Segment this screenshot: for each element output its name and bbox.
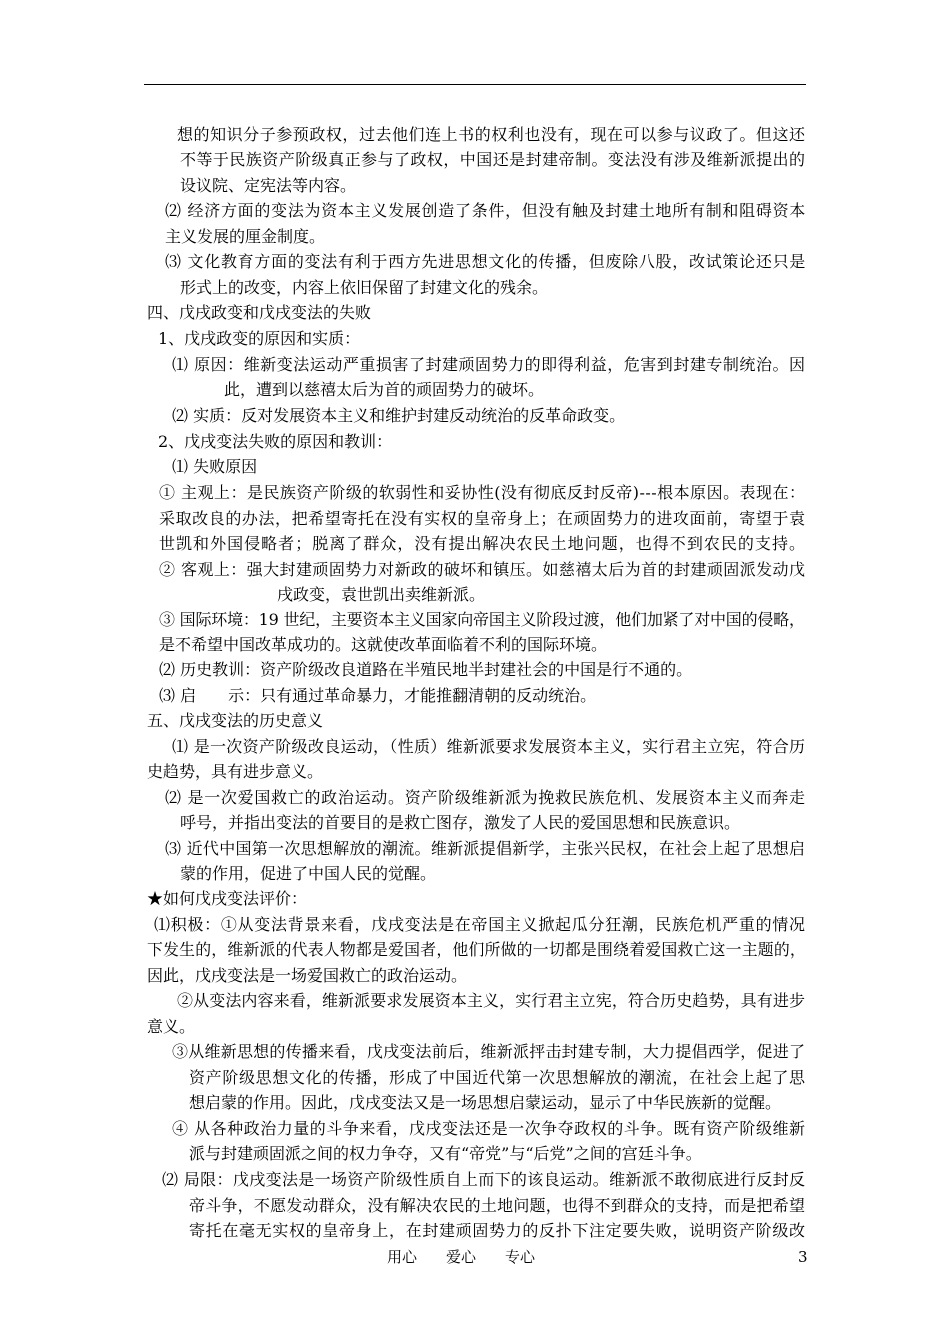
text-line: 不等于民族资产阶级真正参与了政权，中国还是封建帝制。变法没有涉及维新派提出的 (180, 150, 806, 169)
text-line: ⑵ 经济方面的变法为资本主义发展创造了条件，但没有触及封建土地所有制和阻碍资本 (165, 201, 806, 220)
text-line: 下发生的，维新派的代表人物都是爱国者，他们所做的一切都是围绕着爱国救亡这一主题的， (147, 940, 806, 959)
text-line: 世凯和外国侵略者；脱离了群众，没有提出解决农民土地问题，也得不到农民的支持。 (159, 534, 806, 553)
text-line: 2、戊戌变法失败的原因和教训： (158, 432, 393, 451)
text-line: ⑴ 是一次资产阶级改良运动，（性质）维新派要求发展资本主义，实行君主立宪，符合历 (172, 737, 806, 756)
text-line: ⑴ 原因：维新变法运动严重损害了封建顽固势力的即得利益，危害到封建专制统治。因 (172, 355, 806, 374)
text-line: ⑵ 历史教训：资产阶级改良道路在半殖民地半封建社会的中国是行不通的。 (159, 660, 693, 679)
footer-slogan-aixin: 爱心 (446, 1248, 477, 1266)
text-line: ③ 国际环境：19 世纪，主要资本主义国家向帝国主义阶段过渡，他们加紧了对中国的侵略， (159, 610, 805, 629)
text-line: ⑴ 失败原因 (172, 457, 258, 476)
text-line: ★如何戊戌变法评价： (147, 889, 308, 908)
footer-slogan-zhuanxin: 专心 (505, 1248, 536, 1266)
text-line: ⑴积极：①从变法背景来看，戊戌变法是在帝国主义掀起瓜分狂潮，民族危机严重的情况 (154, 915, 806, 934)
text-line: 帝斗争，不愿发动群众，没有解决农民的土地问题，也得不到群众的支持，而是把希望 (189, 1196, 806, 1215)
text-line: 史趋势，具有进步意义。 (147, 762, 324, 781)
text-line: 蒙的作用，促进了中国人民的觉醒。 (180, 864, 437, 883)
text-line: ④ 从各种政治力量的斗争来看，戊戌变法还是一次争夺政权的斗争。既有资产阶级维新 (172, 1119, 806, 1138)
text-line: 形式上的改变，内容上依旧保留了封建文化的残余。 (180, 278, 549, 297)
text-line: 此，遭到以慈禧太后为首的顽固势力的破坏。 (224, 380, 545, 399)
text-line: 戌政变，袁世凯出卖维新派。 (277, 585, 486, 604)
header-rule (144, 84, 806, 85)
text-line: 1、戊戌政变的原因和实质： (158, 329, 361, 348)
text-line: 想启蒙的作用。因此，戊戌变法又是一场思想启蒙运动，显示了中华民族新的觉醒。 (189, 1093, 782, 1112)
text-line: 想的知识分子参预政权，过去他们连上书的权利也没有，现在可以参与议政了。但这还 (177, 125, 806, 144)
text-line: 意义。 (147, 1017, 196, 1036)
text-line: ⑵ 实质：反对发展资本主义和维护封建反动统治的反革命政变。 (172, 406, 626, 425)
text-line: ⑶ 近代中国第一次思想解放的潮流。维新派提倡新学，主张兴民权，在社会上起了思想启 (165, 839, 806, 858)
text-line: ① 主观上：是民族资产阶级的软弱性和妥协性(没有彻底反封反帝)---根本原因。表现在： (159, 483, 806, 502)
text-line: 五、戊戌变法的历史意义 (147, 711, 324, 730)
text-line: ⑶ 启 示：只有通过革命暴力，才能推翻清朝的反动统治。 (159, 686, 597, 705)
text-line: ⑵ 是一次爱国救亡的政治运动。资产阶级维新派为挽救民族危机、发展资本主义而奔走 (165, 788, 806, 807)
text-line: 四、戊戌政变和戊戌变法的失败 (147, 303, 372, 322)
text-line: ②从变法内容来看，维新派要求发展资本主义，实行君主立宪，符合历史趋势，具有进步 (177, 991, 806, 1010)
text-line: ⑶ 文化教育方面的变法有利于西方先进思想文化的传播，但废除八股，改试策论还只是 (165, 252, 806, 271)
text-line: 采取改良的办法，把希望寄托在没有实权的皇帝身上；在顽固势力的进攻面前，寄望于袁 (159, 509, 806, 528)
page-number: 3 (798, 1248, 808, 1266)
text-line: 派与封建顽固派之间的权力争夺，又有“帝党”与“后党”之间的宫廷斗争。 (189, 1144, 702, 1163)
text-line: 主义发展的厘金制度。 (165, 227, 326, 246)
text-line: 呼号，并指出变法的首要目的是救亡图存，激发了人民的爱国思想和民族意识。 (180, 813, 741, 832)
text-line: 设议院、定宪法等内容。 (180, 176, 357, 195)
text-line: 是不希望中国改革成功的。这就使改革面临着不利的国际环境。 (159, 635, 608, 654)
text-line: 因此，戊戌变法是一场爱国救亡的政治运动。 (147, 966, 468, 985)
text-line: 资产阶级思想文化的传播，形成了中国近代第一次思想解放的潮流，在社会上起了思 (189, 1068, 806, 1087)
footer-slogan-yongxin: 用心 (387, 1248, 418, 1266)
text-line: 寄托在毫无实权的皇帝身上，在封建顽固势力的反扑下注定要失败，说明资产阶级改 (189, 1221, 806, 1240)
text-line: ③从维新思想的传播来看，戊戌变法前后，维新派抨击封建专制，大力提倡西学，促进了 (172, 1042, 806, 1061)
text-line: ⑵ 局限：戊戌变法是一场资产阶级性质自上而下的该良运动。维新派不敢彻底进行反封反 (162, 1170, 806, 1189)
text-line: ② 客观上：强大封建顽固势力对新政的破坏和镇压。如慈禧太后为首的封建顽固派发动戊 (159, 560, 806, 579)
